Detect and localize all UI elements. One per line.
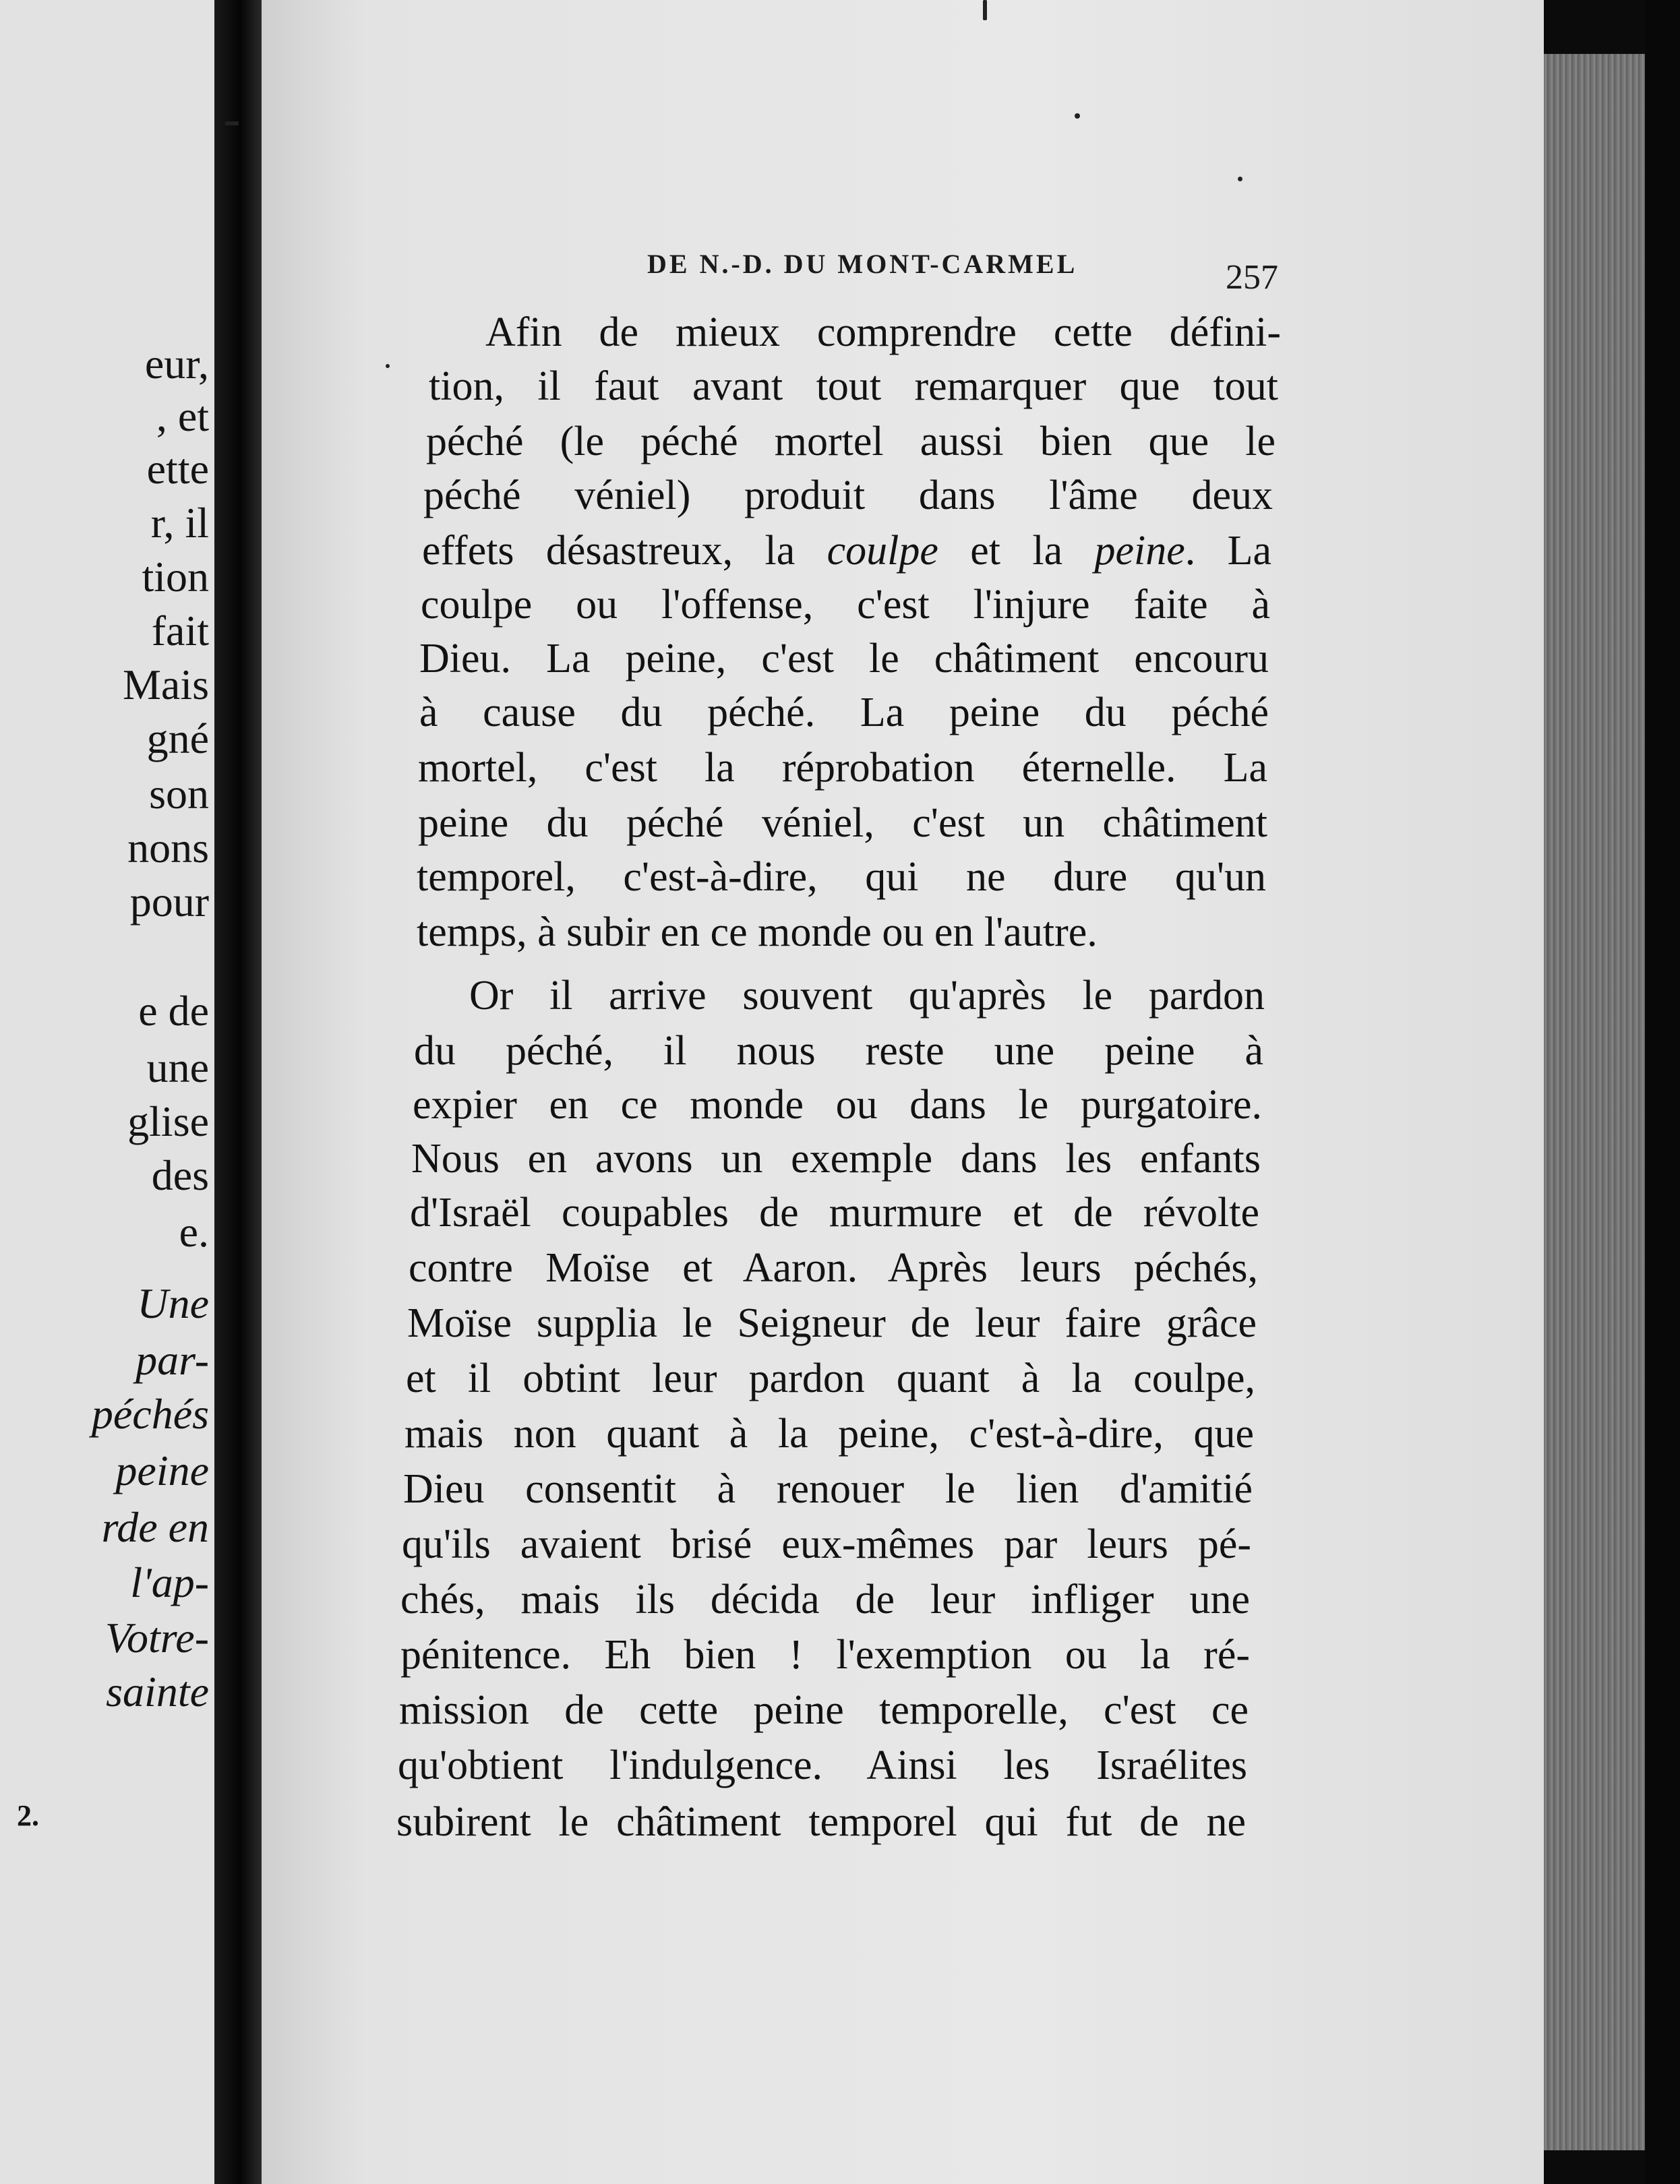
left-page-line: r, il [150,499,209,547]
paper-speck [1238,177,1242,181]
body-text-line: Afin de mieux comprendre cette défini- [485,309,1281,355]
paper-speck [225,121,239,125]
italic-term-peine: peine [1094,528,1185,574]
paper-speck [1075,113,1080,119]
body-text-line: chés, mais ils décida de leur infliger une [400,1577,1250,1622]
running-head: DE N.-D. DU MONT-CARMEL [647,249,1078,279]
body-text-line: Dieu consentit à renouer le lien d'amitié [403,1466,1253,1512]
body-text-line: mortel, c'est la réprobation éternelle. La [418,745,1267,791]
page-edge-stack [1544,54,1645,2150]
left-page-line: glise [127,1097,209,1145]
left-page-line: e de [138,987,209,1035]
text-run: . La [1184,528,1271,574]
body-text-line: péché (le péché mortel aussi bien que le [426,419,1276,464]
body-text-line: Moïse supplia le Seigneur de leur faire grâce [407,1300,1257,1346]
body-text-line: coulpe ou l'offense, c'est l'injure faite à [421,582,1270,628]
body-text-line: et il obtint leur pardon quant à la coulpe, [406,1356,1255,1401]
body-text-line: tion, il faut avant tout remarquer que tout [429,363,1278,409]
body-text-line: subirent le châtiment temporel qui fut de ne [396,1799,1246,1845]
left-page-line: Mais [123,661,209,708]
paper-speck [983,0,987,20]
body-text-line [422,530,1271,572]
body-text-line: d'Israël coupables de murmure et de révolte [410,1190,1259,1236]
body-text-line: peine du péché véniel, c'est un châtiment [418,800,1267,846]
body-text-line: pénitence. Eh bien ! l'exemption ou la ré- [400,1632,1250,1678]
body-text-line: Or il arrive souvent qu'après le pardon [469,973,1265,1019]
left-page-line: son [149,770,209,818]
body-text-line: temporel, c'est-à-dire, qui ne dure qu'un [417,854,1266,900]
body-text-line: péché véniel) produit dans l'âme deux [423,473,1273,518]
left-page-fragment [0,0,214,2184]
left-page-line-italic: Votre- [104,1614,209,1662]
left-page-line-italic: par- [136,1336,209,1384]
body-text-line: qu'ils avaient brisé eux-mêmes par leurs pé- [402,1521,1251,1567]
book-gutter [214,0,262,2184]
left-page-line: eur, [144,340,209,388]
left-page-line: , et [156,392,209,440]
left-page-line-italic: l'ap- [130,1558,209,1606]
left-page-line: ette [146,445,209,493]
body-text-line: qu'obtient l'indulgence. Ainsi les Israélites [398,1742,1247,1788]
left-page-line: tion [142,553,209,601]
left-page-line: gné [146,715,209,762]
body-text-line: du péché, il nous reste une peine à [414,1028,1263,1074]
body-text-line: mission de cette peine temporelle, c'est ce [399,1687,1249,1733]
paper-speck [386,364,390,368]
left-page-line: e. [179,1208,209,1256]
left-page-line-italic: sainte [106,1668,209,1716]
left-page-line: fait [151,607,209,655]
left-page-footnote-mark: 2. [17,1799,39,1832]
left-page-line-italic: Une [137,1279,209,1327]
left-page-line: nons [127,824,209,872]
left-page-line-italic: rde en [101,1503,209,1551]
text-run: effets désastreux, la [422,528,827,574]
left-page-line-italic: péchés [91,1390,209,1438]
body-text-line: mais non quant à la peine, c'est-à-dire, que [404,1411,1254,1457]
body-text-line: à cause du péché. La peine du péché [419,690,1269,735]
text-run: et la [938,528,1095,574]
body-text-line: contre Moïse et Aaron. Après leurs péchés, [409,1245,1258,1291]
body-text-line: temps, à subir en ce monde ou en l'autre. [417,909,1098,955]
italic-term-coulpe: coulpe [827,528,938,574]
left-page-line: une [146,1043,209,1091]
scan-border [1645,0,1680,2184]
body-text-line: Nous en avons un exemple dans les enfants [411,1136,1261,1182]
left-page-line: pour [129,878,209,926]
page-number: 257 [1226,258,1278,297]
body-text-line: Dieu. La peine, c'est le châtiment encouru [419,636,1269,681]
left-page-line: des [151,1151,209,1199]
body-text-line: expier en ce monde ou dans le purgatoire. [413,1082,1262,1128]
left-page-line-italic: peine [115,1447,209,1494]
